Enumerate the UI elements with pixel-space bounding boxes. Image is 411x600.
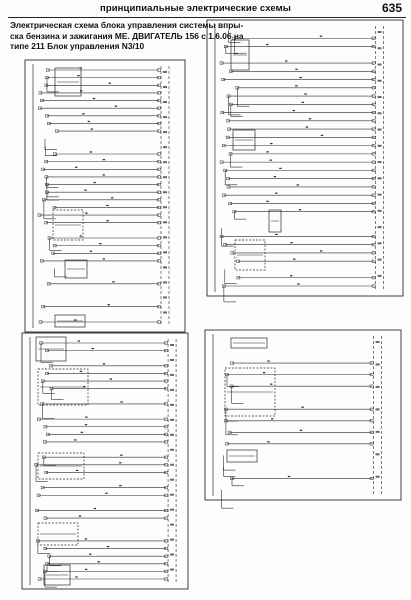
wire-label-mark	[306, 126, 308, 127]
terminal-mark	[378, 177, 382, 179]
wire-label-mark	[271, 418, 273, 419]
terminal-mark	[378, 145, 382, 147]
wire-label-mark	[85, 569, 87, 570]
wire-label-mark	[75, 576, 77, 577]
running-header-title: принципиальные электрические схемы	[100, 3, 291, 14]
terminal-mark	[376, 363, 380, 365]
wire-label-mark	[90, 151, 92, 152]
wire-label-mark	[120, 455, 122, 456]
wire-label-mark	[290, 275, 292, 276]
wire-label-mark	[299, 77, 301, 78]
wire-label-mark	[111, 197, 113, 198]
wire-label-mark	[98, 561, 100, 562]
wire-label-mark	[76, 470, 78, 471]
wire-label-mark	[119, 462, 121, 463]
wire-label-mark	[279, 168, 281, 169]
terminal-mark	[170, 359, 174, 361]
terminal-mark	[170, 524, 174, 526]
terminal-mark	[163, 251, 167, 253]
wire-label-mark	[285, 60, 287, 61]
terminal-mark	[163, 71, 167, 73]
terminal-mark	[378, 259, 382, 261]
terminal-mark	[163, 176, 167, 178]
wire-label-mark	[90, 251, 92, 252]
wire-label-mark	[80, 371, 82, 372]
terminal-mark	[163, 101, 167, 103]
wire-label-mark	[81, 432, 83, 433]
wire-label-mark	[106, 220, 108, 221]
page-number: 635	[381, 1, 402, 15]
wire-label-mark	[103, 363, 105, 364]
wire-label-mark	[80, 235, 82, 236]
terminal-mark	[376, 386, 380, 388]
wire-label-mark	[115, 106, 117, 107]
terminal-mark	[378, 161, 382, 163]
terminal-mark	[170, 494, 174, 496]
wire-label-mark	[105, 493, 107, 494]
terminal-mark	[378, 31, 382, 33]
terminal-mark	[378, 226, 382, 228]
wire-label-mark	[91, 128, 93, 129]
terminal-mark	[163, 146, 167, 148]
terminal-mark	[163, 191, 167, 193]
wire-label-mark	[293, 259, 295, 260]
wire-label-mark	[301, 407, 303, 408]
terminal-mark	[170, 404, 174, 406]
wire-label-mark	[85, 212, 87, 213]
wire-label-mark	[102, 174, 104, 175]
terminal-mark	[378, 129, 382, 131]
terminal-mark	[163, 236, 167, 238]
wiring-diagram-sheet-1	[25, 60, 185, 332]
wire-label-mark	[110, 378, 112, 379]
terminal-mark	[376, 453, 380, 455]
wire-label-mark	[92, 348, 94, 349]
wiring-diagram-sheet-2	[207, 20, 403, 302]
terminal-mark	[163, 131, 167, 133]
terminal-mark	[376, 431, 380, 433]
wire-label-mark	[107, 546, 109, 547]
wire-label-mark	[295, 69, 297, 70]
wire-label-mark	[304, 93, 306, 94]
terminal-mark	[376, 341, 380, 343]
wire-label-mark	[93, 98, 95, 99]
wire-label-mark	[85, 424, 87, 425]
terminal-mark	[170, 434, 174, 436]
wire-label-mark	[99, 243, 101, 244]
wire-label-mark	[320, 36, 322, 37]
wire-label-mark	[290, 242, 292, 243]
wire-label-mark	[94, 508, 96, 509]
wire-label-mark	[266, 151, 268, 152]
wire-label-mark	[84, 190, 86, 191]
terminal-mark	[163, 206, 167, 208]
terminal-mark	[378, 275, 382, 277]
wire-label-mark	[263, 372, 265, 373]
terminal-mark	[170, 374, 174, 376]
wire-label-mark	[75, 167, 77, 168]
wiring-diagram-sheet-4	[205, 330, 401, 508]
terminal-mark	[170, 389, 174, 391]
caption-line: Электрическая схема блока управления системы впры-	[10, 20, 244, 30]
wire-label-mark	[266, 44, 268, 45]
terminal-mark	[163, 281, 167, 283]
terminal-mark	[170, 554, 174, 556]
wire-label-mark	[302, 102, 304, 103]
terminal-mark	[163, 161, 167, 163]
wire-label-mark	[293, 110, 295, 111]
wire-label-mark	[85, 417, 87, 418]
wire-label-mark	[79, 515, 81, 516]
wire-label-mark	[103, 159, 105, 160]
terminal-mark	[163, 221, 167, 223]
wire-label-mark	[266, 201, 268, 202]
wiring-diagram-sheet-3	[22, 333, 188, 589]
wire-label-mark	[267, 441, 269, 442]
wire-label-mark	[275, 193, 277, 194]
terminal-mark	[378, 112, 382, 114]
wire-label-mark	[267, 360, 269, 361]
sheet-frame	[22, 333, 188, 589]
terminal-mark	[170, 464, 174, 466]
terminal-mark	[170, 569, 174, 571]
terminal-mark	[170, 509, 174, 511]
wire-label-mark	[300, 430, 302, 431]
wire-label-mark	[82, 113, 84, 114]
wire-label-mark	[108, 304, 110, 305]
wire-label-mark	[74, 439, 76, 440]
terminal-mark	[163, 311, 167, 313]
wire-label-mark	[93, 182, 95, 183]
wire-label-mark	[88, 121, 90, 122]
wire-label-mark	[270, 384, 272, 385]
wire-label-mark	[270, 143, 272, 144]
wire-label-mark	[299, 209, 301, 210]
terminal-mark	[378, 96, 382, 98]
terminal-mark	[378, 194, 382, 196]
wire-label-mark	[85, 538, 87, 539]
terminal-mark	[170, 419, 174, 421]
terminal-mark	[163, 296, 167, 298]
wire-label-mark	[295, 85, 297, 86]
terminal-mark	[376, 476, 380, 478]
terminal-mark	[378, 210, 382, 212]
terminal-mark	[378, 80, 382, 82]
wire-label-mark	[321, 135, 323, 136]
wire-label-mark	[109, 83, 111, 84]
wire-label-mark	[288, 476, 290, 477]
wire-label-mark	[120, 401, 122, 402]
wire-label-mark	[275, 234, 277, 235]
wire-label-mark	[297, 184, 299, 185]
wire-label-mark	[74, 319, 76, 320]
terminal-mark	[163, 116, 167, 118]
wire-label-mark	[320, 250, 322, 251]
terminal-mark	[170, 479, 174, 481]
wire-label-mark	[106, 205, 108, 206]
terminal-mark	[170, 449, 174, 451]
sheet-frame	[207, 20, 403, 296]
terminal-mark	[170, 539, 174, 541]
caption-line: ска бензина и зажигания ME. ДВИГАТЕЛЬ 156 с 1.6.06 на	[10, 30, 244, 41]
terminal-mark	[378, 64, 382, 66]
wire-label-mark	[103, 258, 105, 259]
terminal-mark	[376, 408, 380, 410]
wire-label-mark	[77, 75, 79, 76]
caption-line: типе 211 Блок управления N3/10	[10, 41, 145, 52]
wire-label-mark	[112, 281, 114, 282]
wire-label-mark	[89, 554, 91, 555]
terminal-mark	[378, 47, 382, 49]
terminal-mark	[170, 344, 174, 346]
terminal-mark	[163, 266, 167, 268]
wire-label-mark	[78, 340, 80, 341]
sheet-frame	[205, 330, 401, 500]
terminal-mark	[163, 86, 167, 88]
wire-label-mark	[119, 485, 121, 486]
terminal-mark	[378, 242, 382, 244]
wire-label-mark	[274, 176, 276, 177]
wire-label-mark	[297, 283, 299, 284]
wire-label-mark	[309, 118, 311, 119]
wire-label-mark	[270, 160, 272, 161]
